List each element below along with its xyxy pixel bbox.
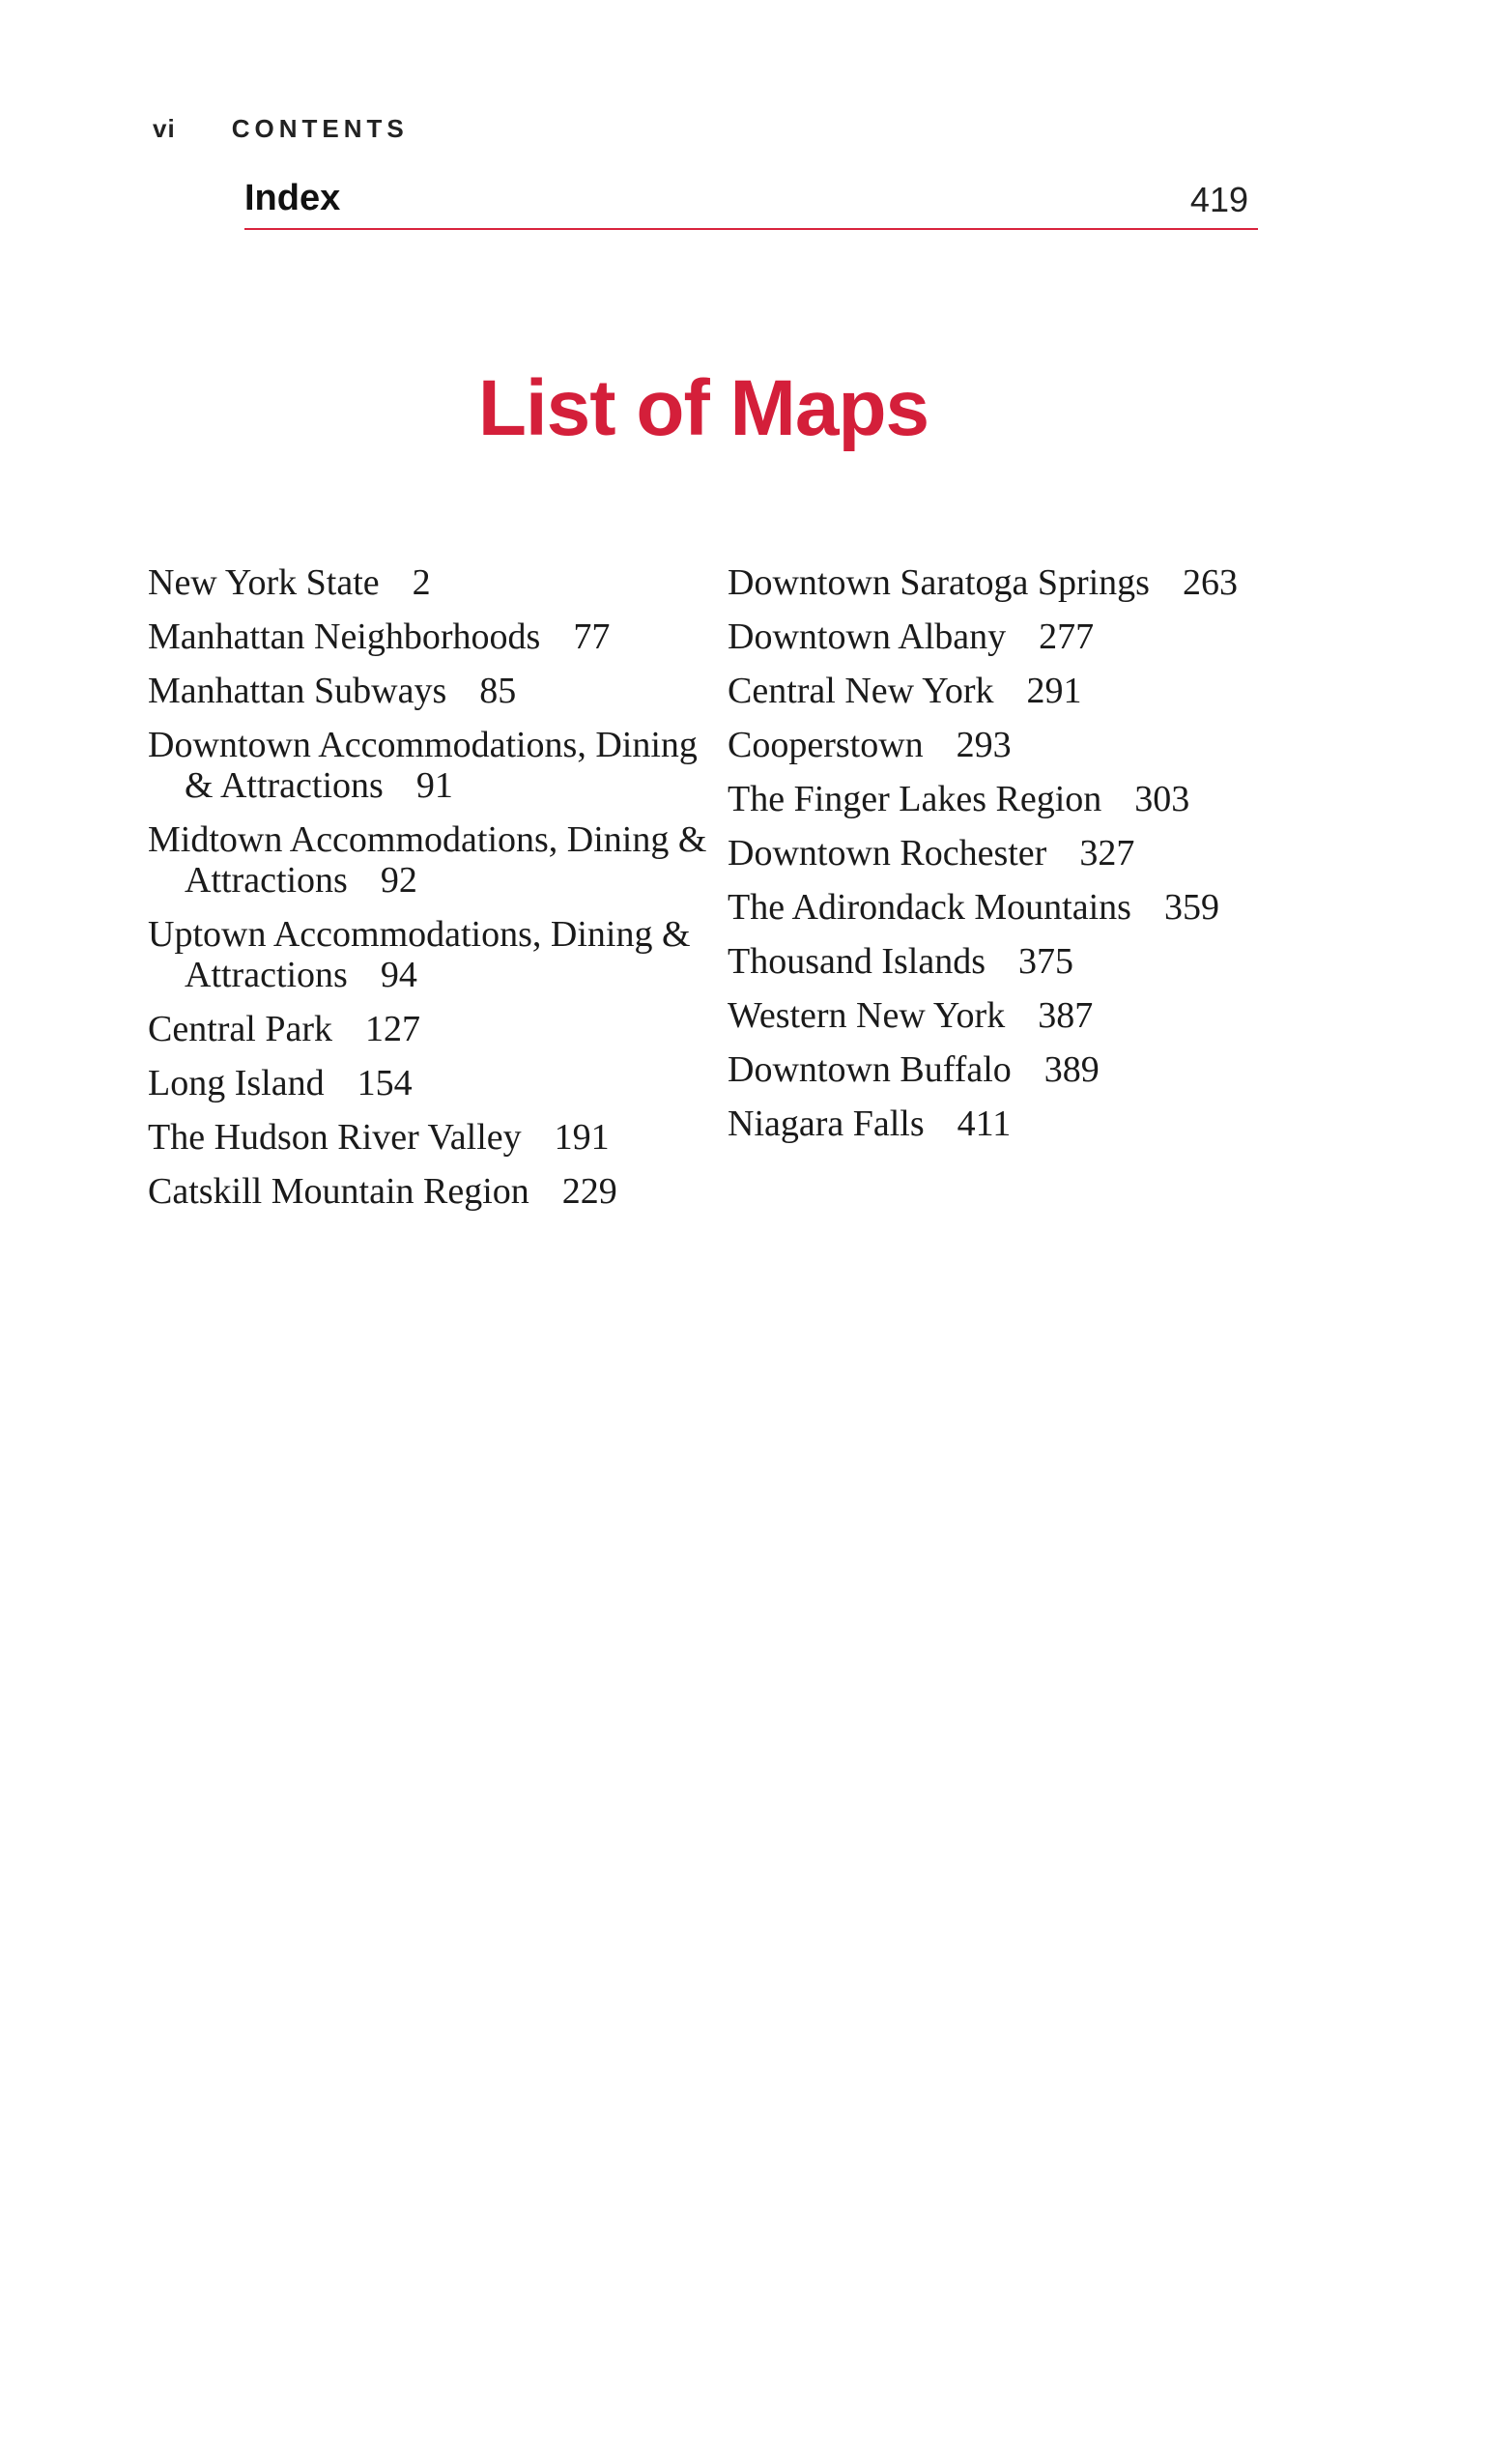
map-entry[interactable] [148, 616, 728, 657]
map-title: Western New York [728, 995, 1006, 1036]
map-page: 375 [1018, 941, 1074, 982]
map-entry[interactable] [728, 779, 1346, 819]
index-page-number: 419 [1189, 180, 1248, 219]
map-title: Niagara Falls [728, 1103, 925, 1144]
map-entry[interactable] [728, 941, 1346, 982]
map-page: 303 [1134, 779, 1190, 819]
maps-list-right [728, 562, 1346, 1158]
map-page: 191 [554, 1117, 610, 1158]
map-page: 359 [1163, 887, 1219, 928]
map-entry[interactable] [148, 819, 728, 901]
map-entry[interactable] [148, 1171, 728, 1212]
map-title: Thousand Islands [728, 941, 986, 982]
map-title: The Finger Lakes Region [728, 779, 1102, 819]
map-entry[interactable] [148, 1063, 728, 1103]
map-page: 387 [1038, 995, 1094, 1036]
map-entry[interactable] [148, 671, 728, 711]
map-entry[interactable] [728, 1049, 1346, 1090]
map-page: 229 [561, 1171, 617, 1212]
map-title: Downtown Saratoga Springs [728, 562, 1150, 603]
map-page: 293 [956, 725, 1012, 765]
running-head-section: CONTENTS [231, 114, 409, 143]
map-page: 154 [357, 1063, 413, 1103]
maps-list-left [148, 562, 728, 1225]
map-title: Downtown Albany [728, 616, 1007, 657]
map-page: 127 [365, 1009, 421, 1049]
map-entry[interactable] [728, 562, 1346, 603]
map-entry[interactable] [728, 995, 1346, 1036]
map-title: The Hudson River Valley [148, 1117, 522, 1158]
map-entry[interactable] [148, 914, 728, 995]
map-page: 263 [1182, 562, 1238, 603]
map-page: 327 [1079, 833, 1135, 874]
map-entry[interactable] [728, 833, 1346, 874]
map-entry[interactable] [728, 887, 1346, 928]
map-title: Cooperstown [728, 725, 924, 765]
map-entry[interactable] [728, 1103, 1346, 1144]
map-page: 92 [380, 860, 417, 901]
map-page: 2 [412, 562, 431, 603]
map-title: Central Park [148, 1009, 333, 1049]
map-title: Manhattan Subways [148, 671, 447, 711]
map-page: 91 [415, 765, 453, 806]
map-title: Long Island [148, 1063, 325, 1103]
map-title: Midtown Accommodations, Dining & Attractions [148, 819, 707, 901]
map-title: Uptown Accommodations, Dining & Attractions [148, 914, 691, 995]
map-page: 389 [1043, 1049, 1100, 1090]
map-entry[interactable] [728, 671, 1346, 711]
map-page: 277 [1039, 616, 1095, 657]
map-entry[interactable] [148, 725, 728, 806]
map-title: Central New York [728, 671, 994, 711]
map-page: 94 [380, 955, 417, 995]
toc-index-entry[interactable] [244, 174, 1258, 230]
map-title: The Adirondack Mountains [728, 887, 1131, 928]
map-title: Downtown Accommodations, Dining & Attractions [148, 725, 698, 806]
map-title: New York State [148, 562, 380, 603]
page-title: List of Maps [477, 364, 929, 452]
map-entry[interactable] [148, 1117, 728, 1158]
map-entry[interactable] [728, 725, 1346, 765]
map-page: 411 [957, 1103, 1012, 1144]
map-entry[interactable] [148, 562, 728, 603]
map-title: Manhattan Neighborhoods [148, 616, 541, 657]
index-label: Index [244, 178, 341, 218]
map-entry[interactable] [728, 616, 1346, 657]
map-title: Downtown Buffalo [728, 1049, 1012, 1090]
page-folio: vi [153, 114, 176, 143]
map-page: 77 [573, 616, 611, 657]
map-page: 291 [1026, 671, 1082, 711]
map-title: Downtown Rochester [728, 833, 1047, 874]
map-entry[interactable] [148, 1009, 728, 1049]
running-head [153, 114, 409, 144]
map-page: 85 [479, 671, 517, 711]
map-title: Catskill Mountain Region [148, 1171, 529, 1212]
